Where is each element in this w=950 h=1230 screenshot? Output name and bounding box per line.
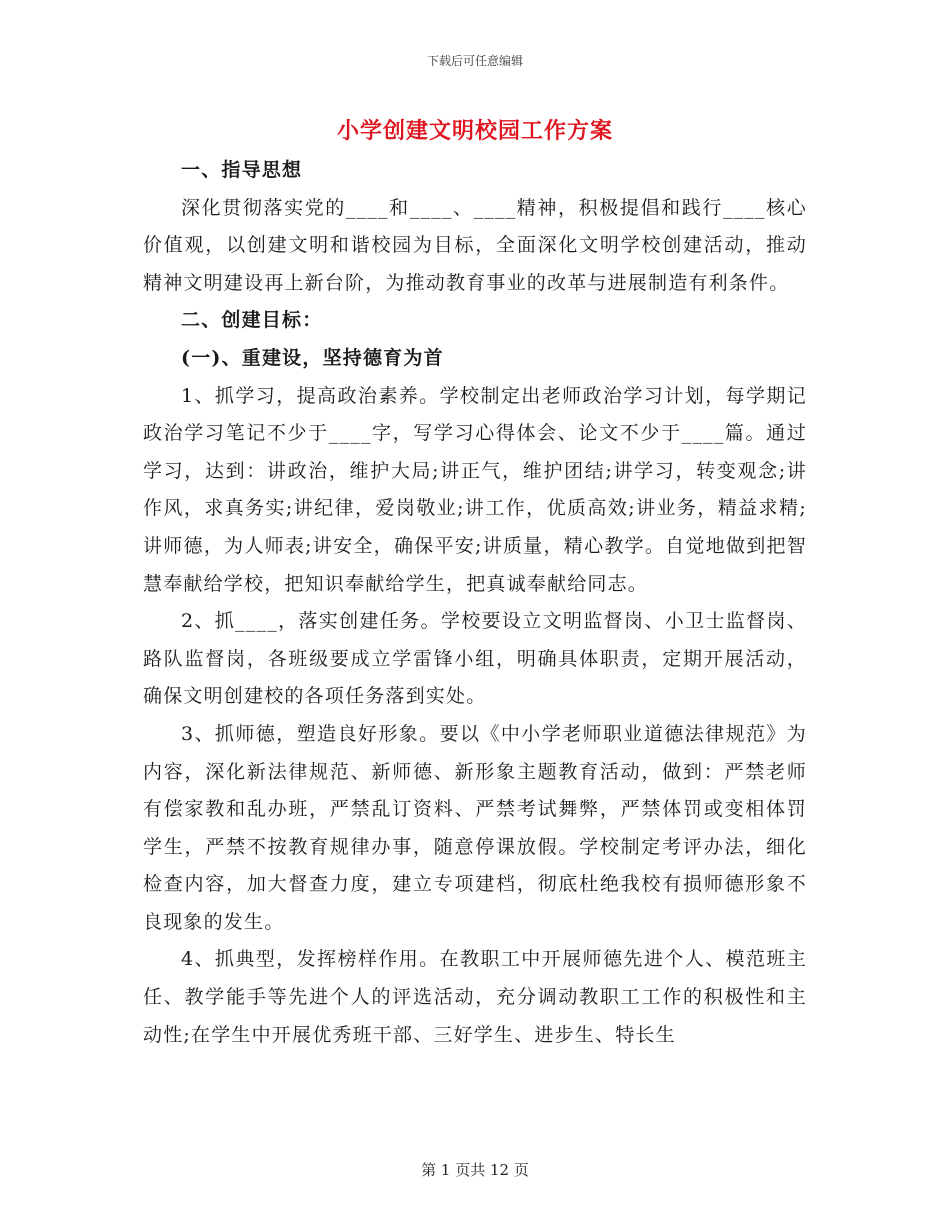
header-note: 下载后可任意编辑	[426, 54, 523, 68]
page-number-footer: 第 1 页共 12 页	[421, 1161, 529, 1179]
document-title: 小学创建文明校园工作方案	[336, 118, 613, 144]
paragraph-item-2: 2、抓____，落实创建任务。学校要设立文明监督岗、小卫士监督岗、路队监督岗，各班级要成立学雷锋小组，明确具体职责，定期开展活动，确保文明创建校的各项任务落到实处。	[143, 610, 807, 708]
paragraph-guiding-ideology: 深化贯彻落实党的____和____、____精神，积极提倡和践行____核心价值观，以创建文明和谐校园为目标，全面深化文明学校创建活动，推动精神文明建设再上新台阶，为推动教育事业的改革与进展制造有利条件。	[143, 196, 807, 294]
subsection-heading-moral-education: (一)、重建设，坚持德育为首	[181, 346, 444, 369]
document-body	[143, 152, 807, 1054]
paragraph-item-1: 1、抓学习，提高政治素养。学校制定出老师政治学习计划，每学期记政治学习笔记不少于____字，写学习心得体会、论文不少于____篇。通过学习，达到：讲政治，维护大局;讲正气，维护团结;讲学习，转变观念;讲作风，求真务实;讲纪律，爱岗敬业;讲工作，优质高效;讲业务，精益求精;讲师德，为人师表;讲安全，确保平安;讲质量，精心教学。自觉地做到把智慧奉献给学校，把知识奉献给学生，把真诚奉献给同志。	[143, 384, 807, 595]
paragraph-item-3: 3、抓师德，塑造良好形象。要以《中小学老师职业道德法律规范》为内容，深化新法律规范、新师德、新形象主题教育活动，做到：严禁老师有偿家教和乱办班，严禁乱订资料、严禁考试舞弊，严禁体罚或变相体罚学生，严禁不按教育规律办事，随意停课放假。学校制定考评办法，细化检查内容，加大督查力度，建立专项建档，彻底杜绝我校有损师德形象不良现象的发生。	[143, 722, 807, 933]
paragraph-item-4: 4、抓典型，发挥榜样作用。在教职工中开展师德先进个人、模范班主任、教学能手等先进个人的评选活动，充分调动教职工工作的积极性和主动性;在学生中开展优秀班干部、三好学生、进步生、特长生	[143, 948, 807, 1046]
section-heading-goals: 二、创建目标：	[181, 309, 323, 332]
section-heading-guiding-ideology: 一、指导思想	[181, 159, 303, 181]
